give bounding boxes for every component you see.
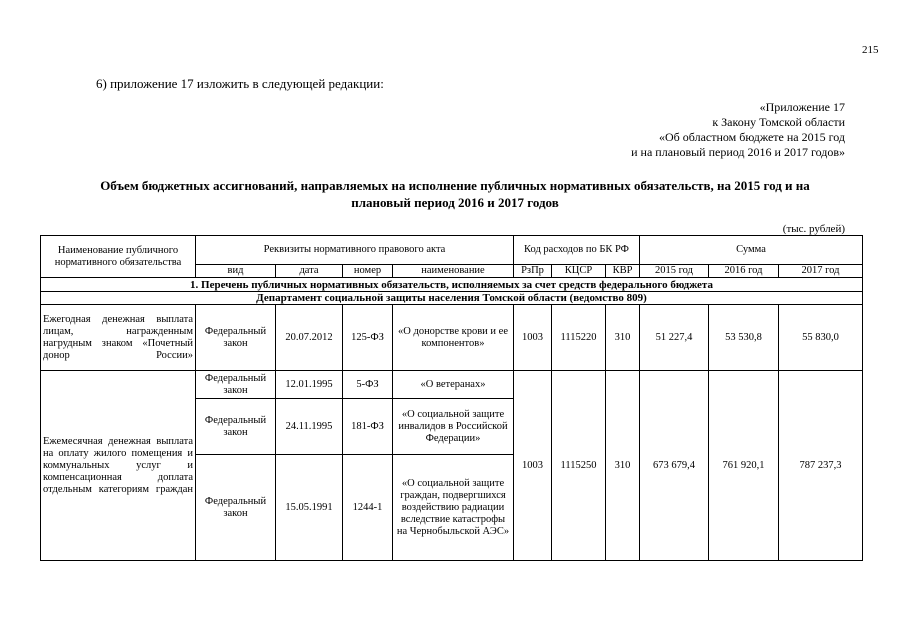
header-naming: наименование	[393, 265, 514, 278]
obligation-name: Ежегодная денежная выплата лицам, награжденным нагрудным знаком «Почетный донор России»	[41, 305, 196, 371]
amount-2017: 55 830,0	[779, 305, 863, 371]
act-naming: «О социальной защите граждан, подвергшихся воздействию радиации вследствие катастрофы на Чернобыльской АЭС»	[393, 455, 514, 561]
act-naming: «О донорстве крови и ее компонентов»	[393, 305, 514, 371]
table-row	[41, 371, 863, 399]
department-title: Департамент социальной защиты населения Томской области (ведомство 809)	[41, 292, 863, 305]
amount-2016: 761 920,1	[709, 371, 779, 561]
code-kvr: 310	[606, 305, 640, 371]
header-date: дата	[276, 265, 343, 278]
document-title	[60, 177, 850, 211]
act-date: 15.05.1991	[276, 455, 343, 561]
act-naming: «О ветеранах»	[393, 371, 514, 399]
header-obligation-name: Наименование публичного нормативного обязательства	[41, 236, 196, 278]
act-number: 181-ФЗ	[343, 399, 393, 455]
obligation-name: Ежемесячная денежная выплата на оплату жилого помещения и коммунальных услуг и компенсационная доплата отдельным категориям граждан	[41, 371, 196, 561]
appendix-header	[631, 100, 845, 160]
header-rzpr: РзПр	[514, 265, 552, 278]
act-vid: Федеральный закон	[196, 305, 276, 371]
header-amount: Сумма	[640, 236, 863, 265]
appendix-line: и на плановый период 2016 и 2017 годов»	[631, 145, 845, 159]
header-kcsr: КЦСР	[552, 265, 606, 278]
act-date: 20.07.2012	[276, 305, 343, 371]
appendix-line: «Об областном бюджете на 2015 год	[659, 130, 845, 144]
header-vid: вид	[196, 265, 276, 278]
header-kvr: КВР	[606, 265, 640, 278]
header-row	[41, 236, 863, 265]
code-kcsr: 1115250	[552, 371, 606, 561]
appendix-line: «Приложение 17	[759, 100, 845, 114]
act-vid: Федеральный закон	[196, 371, 276, 399]
act-date: 12.01.1995	[276, 371, 343, 399]
header-act-details: Реквизиты нормативного правового акта	[196, 236, 514, 265]
amount-2017: 787 237,3	[779, 371, 863, 561]
amount-2016: 53 530,8	[709, 305, 779, 371]
code-kcsr: 1115220	[552, 305, 606, 371]
appendix-line: к Закону Томской области	[712, 115, 845, 129]
table-row	[41, 305, 863, 371]
section-row	[41, 278, 863, 292]
units-label: (тыс. рублей)	[782, 223, 845, 235]
act-vid: Федеральный закон	[196, 399, 276, 455]
header-2017: 2017 год	[779, 265, 863, 278]
code-rzpr: 1003	[514, 305, 552, 371]
code-kvr: 310	[606, 371, 640, 561]
act-date: 24.11.1995	[276, 399, 343, 455]
header-expense-code: Код расходов по БК РФ	[514, 236, 640, 265]
act-number: 1244-1	[343, 455, 393, 561]
intro-text: 6) приложение 17 изложить в следующей редакции:	[96, 76, 384, 91]
header-2015: 2015 год	[640, 265, 709, 278]
act-vid: Федеральный закон	[196, 455, 276, 561]
title-line: плановый период 2016 и 2017 годов	[351, 195, 559, 210]
amount-2015: 51 227,4	[640, 305, 709, 371]
obligations-table	[40, 235, 863, 561]
header-2016: 2016 год	[709, 265, 779, 278]
department-row	[41, 292, 863, 305]
act-number: 125-ФЗ	[343, 305, 393, 371]
section-title: 1. Перечень публичных нормативных обязательств, исполняемых за счет средств федерального бюджета	[41, 278, 863, 292]
amount-2015: 673 679,4	[640, 371, 709, 561]
page-number: 215	[862, 44, 879, 56]
header-number: номер	[343, 265, 393, 278]
title-line: Объем бюджетных ассигнований, направляемых на исполнение публичных нормативных обязательств, на 2015 год и на	[100, 178, 810, 193]
code-rzpr: 1003	[514, 371, 552, 561]
act-number: 5-ФЗ	[343, 371, 393, 399]
act-naming: «О социальной защите инвалидов в Российской Федерации»	[393, 399, 514, 455]
